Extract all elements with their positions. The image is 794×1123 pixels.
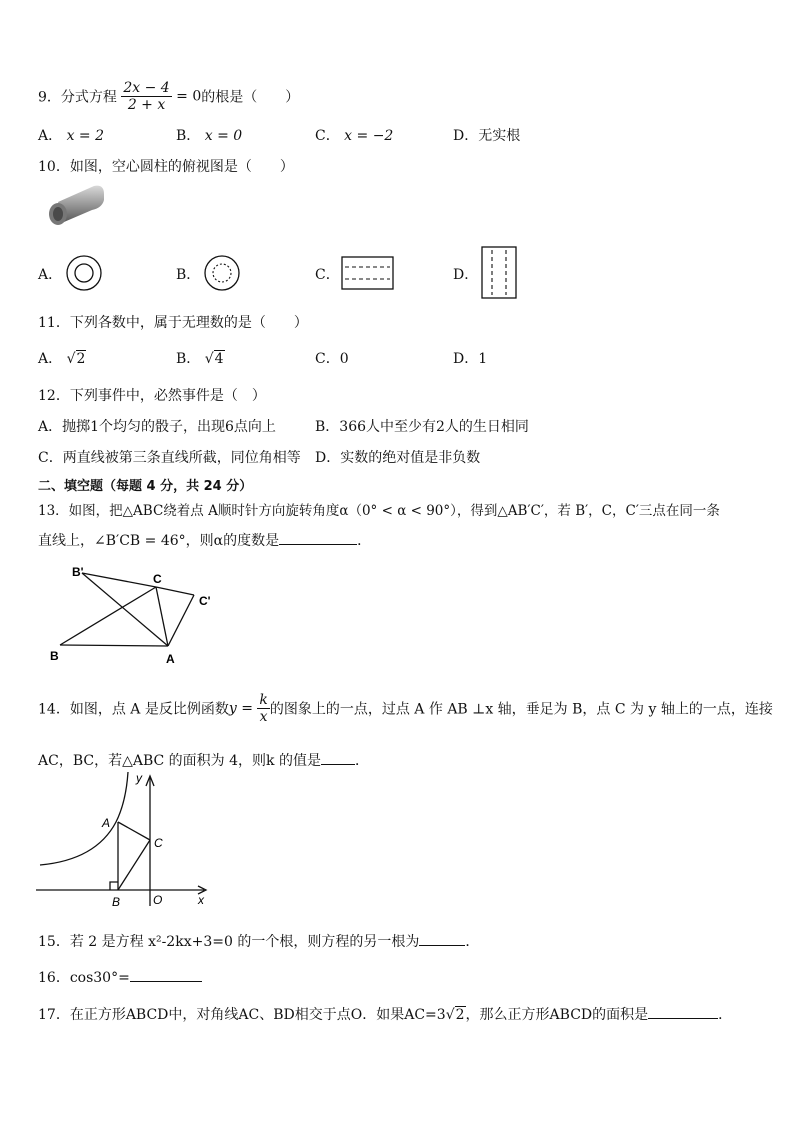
segment-b-a	[60, 645, 168, 646]
radicand: 2	[455, 1007, 465, 1023]
hollow-cylinder-figure	[44, 182, 106, 232]
q17-suffix: ，那么正方形ABCD的面积是	[465, 1007, 649, 1023]
q15-text: 15．若 2 是方程 x²-2kx+3=0 的一个根，则方程的另一根为	[38, 934, 420, 950]
q9-numerator: 2x − 4	[123, 80, 170, 96]
segment-ac	[118, 822, 150, 840]
q15-stem	[38, 931, 479, 951]
q14-suffix: 的图象上的一点，过点 A 作 AB ⊥x 轴，垂足为 B，点 C 为 y 轴上的一点，连接	[269, 701, 773, 718]
q10-option-b-label: B．	[176, 267, 201, 283]
label-x: x	[198, 893, 204, 907]
label-b: B	[112, 895, 121, 909]
q12-option-d: D．实数的绝对值是非负数	[315, 450, 481, 466]
option-label: A．	[38, 351, 63, 367]
option-a-concentric-circles	[64, 254, 104, 292]
option-d-vertical-rectangle	[480, 246, 520, 300]
answer-blank	[648, 1006, 718, 1019]
q11-option-c	[315, 348, 349, 368]
label-c: C	[154, 836, 163, 850]
q9-denominator: 2 + x	[127, 97, 166, 113]
q14-line2	[38, 750, 369, 770]
segment-bprime-c	[82, 573, 156, 587]
q11-option-a	[38, 348, 86, 368]
q13-line2	[38, 530, 371, 550]
q9-option-d	[453, 125, 520, 145]
inner-circle	[75, 264, 93, 282]
label-a: A	[166, 652, 175, 666]
outer-circle	[205, 256, 239, 290]
option-value: 0	[339, 351, 349, 367]
q16-text: 16．cos30°=	[38, 970, 130, 986]
label-y: y	[136, 771, 142, 785]
option-label: A．	[38, 128, 63, 144]
q16-stem	[38, 967, 202, 987]
q9-option-c	[315, 125, 393, 145]
q13-line1: 13．如图，把△ABC绕着点 A顺时针方向旋转角度α（0° < α < 90°），得到△AB′C′，若 B′，C，C′三点在同一条	[38, 503, 720, 519]
answer-blank	[321, 752, 355, 765]
q12-stem: 12．下列事件中，必然事件是（ ）	[38, 388, 266, 404]
q17-stem	[38, 1004, 732, 1024]
sqrt-expression: √2	[66, 351, 86, 367]
q12-option-a: A．抛掷1个均匀的骰子，出现6点向上	[38, 419, 276, 435]
q14-denominator: x	[259, 709, 268, 725]
radicand: 4	[214, 351, 224, 367]
option-value: 无实根	[478, 128, 521, 144]
q13-end: ．	[357, 533, 372, 549]
q14-fraction	[257, 692, 269, 725]
q15-end: ．	[465, 934, 480, 950]
q11-option-d	[453, 348, 487, 368]
segment-cprime-a	[168, 595, 194, 646]
label-c: C	[153, 572, 162, 586]
segment-bc	[118, 840, 150, 890]
segment-c-cprime	[156, 587, 194, 595]
q9-fraction	[121, 80, 171, 113]
q14-hyperbola-figure	[36, 772, 216, 912]
option-label: C．	[315, 351, 340, 367]
option-c-horizontal-rectangle	[341, 256, 395, 292]
outer-rect	[342, 257, 393, 289]
q9-equals: = 0	[176, 88, 202, 105]
q12-option-c: C．两直线被第三条直线所截，同位角相等	[38, 450, 301, 466]
q10-option-a-label: A．	[38, 267, 63, 283]
section-title: 二、填空题（每题 4 分，共 24 分）	[38, 479, 253, 494]
right-angle-mark	[110, 882, 118, 890]
q17-end: ．	[718, 1007, 733, 1023]
q17-prefix: 17．在正方形ABCD中，对角线AC、BD相交于点O．如果AC=3	[38, 1007, 446, 1023]
q14-numerator: k	[259, 692, 268, 708]
radicand: 2	[76, 351, 86, 367]
q13-line2-text: 直线上，∠B′CB = 46°，则α的度数是	[38, 533, 280, 549]
q14-y-equals: y =	[228, 700, 253, 717]
outer-circle	[67, 256, 101, 290]
inner-dashed-circle	[213, 264, 231, 282]
cylinder-hole	[53, 207, 63, 221]
sqrt-expression: √4	[204, 351, 224, 367]
option-label: D．	[453, 351, 479, 367]
answer-blank	[130, 969, 202, 982]
option-value: x = 0	[204, 128, 243, 144]
option-label: B．	[176, 128, 201, 144]
q14-stem	[38, 692, 773, 725]
sqrt-expression: √2	[445, 1007, 465, 1023]
q14-end: ．	[354, 753, 369, 769]
q13-triangle-figure	[44, 563, 224, 671]
option-value: x = −2	[344, 128, 394, 144]
option-label: D．	[453, 128, 479, 144]
q9-suffix: 的根是（ ）	[201, 89, 300, 106]
q10-option-c-label: C．	[315, 267, 340, 283]
hyperbola-curve	[40, 772, 128, 865]
answer-blank	[279, 532, 357, 545]
q9-option-b	[176, 125, 242, 145]
q9-prefix: 9．分式方程	[38, 89, 117, 106]
option-b-dashed-circle	[202, 254, 242, 292]
label-b: B	[50, 649, 59, 663]
option-value: x = 2	[66, 128, 105, 144]
q9-stem	[38, 80, 299, 113]
outer-rect	[482, 247, 516, 298]
option-label: C．	[315, 128, 340, 144]
q14-line2-text: AC，BC，若△ABC 的面积为 4，则k 的值是	[38, 753, 321, 769]
option-value: 1	[478, 351, 488, 367]
label-a: A	[102, 816, 111, 830]
q11-option-b	[176, 348, 225, 368]
label-c-prime: C'	[199, 594, 211, 608]
option-label: B．	[176, 351, 201, 367]
q11-stem: 11．下列各数中，属于无理数的是（ ）	[38, 315, 308, 331]
q10-option-d-label: D．	[453, 267, 479, 283]
q12-option-b: B．366人中至少有2人的生日相同	[315, 419, 529, 435]
answer-blank	[419, 933, 465, 946]
q9-option-a	[38, 125, 104, 145]
q10-stem: 10．如图，空心圆柱的俯视图是（ ）	[38, 159, 294, 175]
label-o: O	[153, 893, 163, 907]
label-b-prime: B'	[72, 565, 84, 579]
q14-prefix: 14．如图，点 A 是反比例函数	[38, 701, 229, 718]
